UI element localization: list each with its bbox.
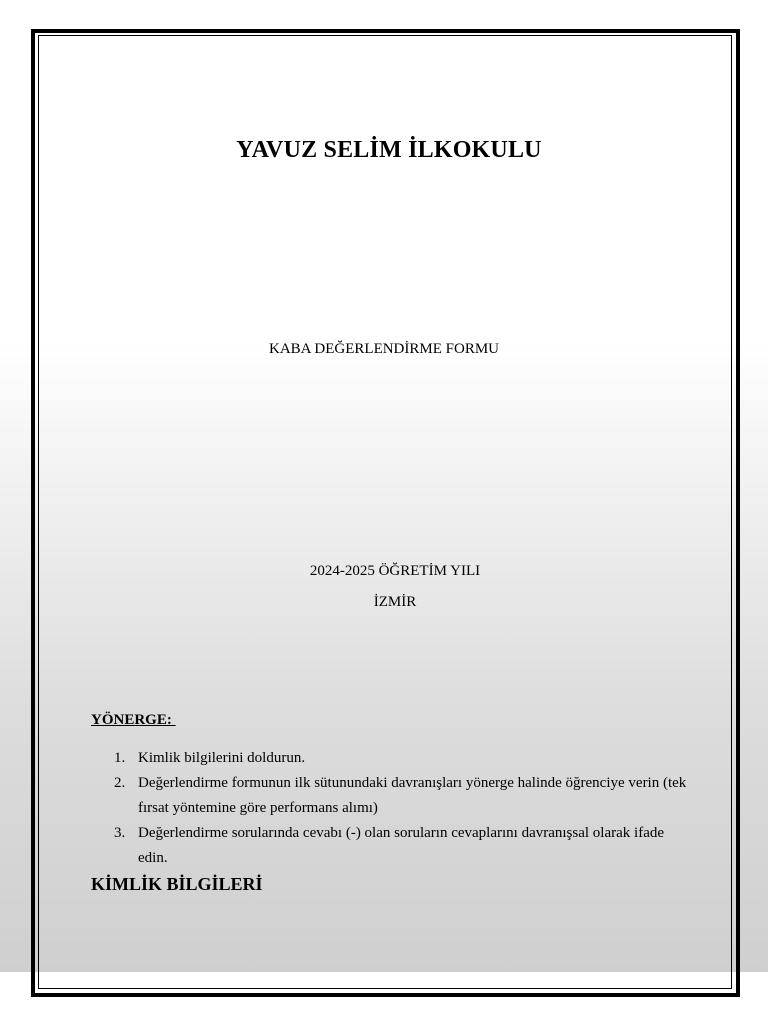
instruction-number: 1. — [114, 750, 126, 766]
instruction-item — [91, 771, 691, 821]
instruction-item — [91, 746, 691, 771]
school-title: YAVUZ SELİM İLKOKULU — [236, 137, 542, 163]
instruction-number: 3. — [114, 825, 126, 841]
academic-year: 2024-2025 ÖĞRETİM YILI — [309, 563, 481, 579]
instruction-text: Değerlendirme formunun ilk sütunundaki davranışları yönerge halinde öğrenciye verin (tek fırsat yöntemine göre performans alımı) — [138, 775, 687, 816]
instruction-text: Kimlik bilgilerini doldurun. — [138, 750, 306, 766]
identity-heading: KİMLİK BİLGİLERİ — [91, 874, 263, 894]
directive-heading: YÖNERGE: — [91, 712, 176, 728]
instruction-item — [91, 821, 691, 871]
city-name: İZMİR — [373, 594, 417, 610]
instruction-text: Değerlendirme sorularında cevabı (-) olan soruların cevaplarını davranışsal olarak ifade edin. — [138, 825, 665, 866]
instruction-list — [91, 746, 691, 871]
form-title: KABA DEĞERLENDİRME FORMU — [268, 341, 499, 357]
instruction-number: 2. — [114, 775, 126, 791]
